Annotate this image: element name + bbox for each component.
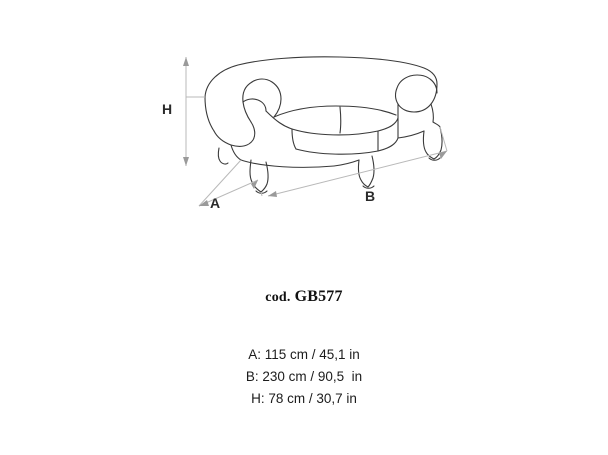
sofa-leg-rear-left bbox=[218, 148, 228, 164]
measurement-row-b: B: 230 cm / 90,5 in bbox=[245, 369, 363, 384]
width-guide-line bbox=[268, 151, 447, 196]
sofa-left-arm-inner bbox=[243, 82, 252, 122]
sofa-bottom-front bbox=[241, 160, 334, 167]
sofa-seat-back-line bbox=[274, 106, 396, 117]
sofa-right-arm-top bbox=[410, 75, 437, 93]
depth-leader-right bbox=[261, 192, 262, 196]
sofa-leg-middle-inner bbox=[368, 156, 374, 187]
sofa-apron-left bbox=[292, 129, 296, 149]
width-arrow-left bbox=[268, 191, 277, 197]
product-code-caption bbox=[0, 288, 608, 306]
sofa-seat-left-edge bbox=[266, 111, 292, 129]
sofa-left-skirt bbox=[231, 145, 241, 160]
depth-guide-line bbox=[199, 180, 258, 206]
dimension-label-depth: A bbox=[210, 195, 221, 211]
dimension-label-width: B bbox=[365, 188, 376, 204]
sofa-left-arm-roll-top bbox=[252, 79, 281, 99]
dimension-label-height: H bbox=[162, 101, 173, 117]
sofa-leg-front-left-inner bbox=[261, 162, 268, 192]
sofa-bottom-front-right bbox=[334, 160, 359, 166]
measurement-row-a: A: 115 cm / 45,1 in bbox=[248, 347, 360, 362]
sofa-right-bottom-edge bbox=[398, 131, 424, 138]
sofa-right-arm-roll bbox=[398, 104, 431, 112]
sofa-seat-front-edge bbox=[292, 118, 398, 135]
sofa-right-arm-inner bbox=[396, 76, 410, 104]
product-code-prefix: cod. bbox=[265, 290, 291, 305]
height-arrow-bottom bbox=[183, 157, 189, 166]
product-code-value: GB577 bbox=[294, 288, 343, 305]
sofa-right-arm-drop bbox=[431, 104, 433, 122]
sofa-right-side-drop bbox=[433, 122, 440, 127]
sofa-backrest-top-edge bbox=[205, 57, 437, 97]
sofa-left-arm-scroll bbox=[243, 99, 266, 111]
sofa-left-arm-outer bbox=[214, 122, 255, 146]
sofa-cushion-divider bbox=[340, 107, 341, 133]
sofa-leg-middle-outer bbox=[358, 160, 368, 187]
measurement-list bbox=[0, 344, 608, 410]
height-arrow-top bbox=[183, 57, 189, 66]
sofa-apron-front bbox=[296, 118, 398, 154]
sofa-left-back-curve bbox=[205, 97, 214, 131]
measurement-row-h: H: 78 cm / 30,7 in bbox=[251, 391, 357, 406]
